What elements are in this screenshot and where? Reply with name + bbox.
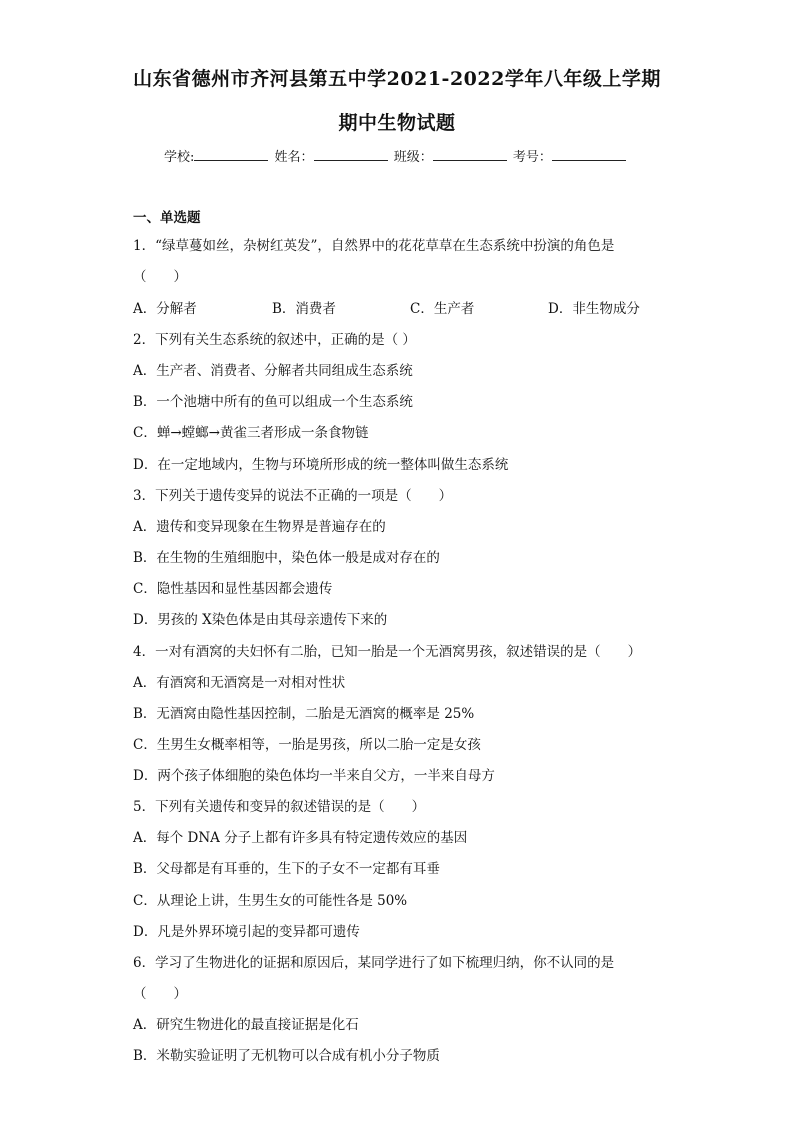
question-1-option-c[interactable]: C．生产者 — [410, 301, 475, 317]
name-label: 姓名： — [274, 150, 314, 165]
question-1-option-a[interactable]: A．分解者 — [133, 301, 197, 317]
question-6-option-b[interactable]: B．米勒实验证明了无机物可以合成有机小分子物质 — [133, 1048, 440, 1064]
school-label: 学校: — [164, 150, 195, 165]
question-5-option-c[interactable]: C．从理论上讲，生男生女的可能性各是 50% — [133, 893, 408, 909]
question-1-option-d[interactable]: D．非生物成分 — [548, 301, 640, 317]
question-1-stem-cont: （ ） — [133, 269, 187, 285]
question-4-stem: 4．一对有酒窝的夫妇怀有二胎，已知一胎是一个无酒窝男孩，叙述错误的是（ ） — [133, 644, 642, 660]
question-5-option-d[interactable]: D．凡是外界环境引起的变异都可遗传 — [133, 924, 360, 940]
number-label: 考号： — [512, 150, 552, 165]
question-6-option-a[interactable]: A．研究生物进化的最直接证据是化石 — [133, 1017, 359, 1033]
exam-title-line2: 期中生物试题 — [338, 112, 456, 134]
student-info-row — [164, 146, 628, 165]
class-blank[interactable] — [433, 147, 507, 161]
question-2-option-b[interactable]: B．一个池塘中所有的鱼可以组成一个生态系统 — [133, 394, 413, 410]
question-2-option-d[interactable]: D．在一定地域内，生物与环境所形成的统一整体叫做生态系统 — [133, 457, 509, 473]
school-blank[interactable] — [194, 147, 268, 161]
question-1-stem: 1．“绿草蔓如丝，杂树红英发”，自然界中的花花草草在生态系统中扮演的角色是 — [133, 238, 615, 254]
question-4-option-c[interactable]: C．生男生女概率相等，一胎是男孩，所以二胎一定是女孩 — [133, 737, 481, 753]
question-6-stem-cont: （ ） — [133, 986, 187, 1002]
exam-title-line1: 山东省德州市齐河县第五中学2021-2022学年八年级上学期 — [133, 68, 661, 90]
question-1-option-b[interactable]: B．消费者 — [272, 301, 336, 317]
question-2-stem: 2．下列有关生态系统的叙述中，正确的是（ ） — [133, 332, 416, 348]
question-3-option-b[interactable]: B．在生物的生殖细胞中，染色体一般是成对存在的 — [133, 550, 440, 566]
question-5-option-a[interactable]: A．每个 DNA 分子上都有许多具有特定遗传效应的基因 — [133, 830, 468, 846]
question-3-option-a[interactable]: A．遗传和变异现象在生物界是普遍存在的 — [133, 519, 386, 535]
question-3-option-d[interactable]: D．男孩的 X染色体是由其母亲遗传下来的 — [133, 612, 388, 628]
section-heading: 一、单选题 — [133, 210, 201, 226]
question-4-option-b[interactable]: B．无酒窝由隐性基因控制，二胎是无酒窝的概率是 25% — [133, 706, 475, 722]
question-3-option-c[interactable]: C．隐性基因和显性基因都会遗传 — [133, 581, 333, 597]
number-blank[interactable] — [552, 147, 626, 161]
question-5-stem: 5．下列有关遗传和变异的叙述错误的是（ ） — [133, 799, 426, 815]
question-5-option-b[interactable]: B．父母都是有耳垂的，生下的子女不一定都有耳垂 — [133, 861, 440, 877]
question-4-option-a[interactable]: A．有酒窝和无酒窝是一对相对性状 — [133, 675, 346, 691]
question-4-option-d[interactable]: D．两个孩子体细胞的染色体均一半来自父方，一半来自母方 — [133, 768, 495, 784]
question-3-stem: 3．下列关于遗传变异的说法不正确的一项是（ ） — [133, 488, 453, 504]
name-blank[interactable] — [314, 147, 388, 161]
question-2-option-a[interactable]: A．生产者、消费者、分解者共同组成生态系统 — [133, 363, 413, 379]
question-6-stem: 6．学习了生物进化的证据和原因后，某同学进行了如下梳理归纳，你不认同的是 — [133, 955, 615, 971]
question-2-option-c[interactable]: C．蝉→螳螂→黄雀三者形成一条食物链 — [133, 425, 369, 441]
class-label: 班级： — [393, 150, 433, 165]
